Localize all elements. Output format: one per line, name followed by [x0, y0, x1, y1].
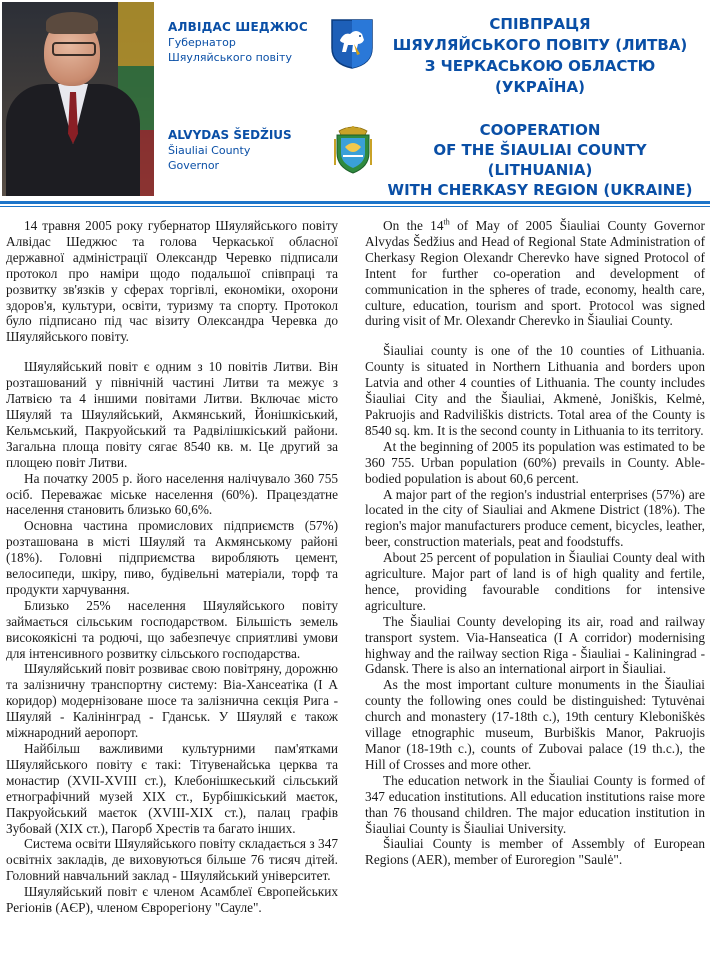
- title-en-line3: WITH CHERKASY REGION (UKRAINE): [387, 181, 693, 199]
- governor-caption-ua: [168, 20, 308, 66]
- intro-text-start: On the 14: [383, 218, 444, 233]
- governor-county-ua: Шяуляйського повіту: [168, 51, 292, 64]
- paragraph-ua: 14 травня 2005 року губернатор Шяуляйського повіту Алвідас Шеджюс та голова Черкаської обласної державної адміністрації Олександр Черевко підписали протокол про наміри щодо подальшої співпраці та розвитку зв'язків у сферах торгівлі, економіки, охорони здоров'я, культури, освіти, туризму та спорту. Протокол було підписано під час візиту Олександра Черевка до Шяуляйського повіту.: [6, 218, 338, 345]
- title-ua-line2: ШЯУЛЯЙСЬКОГО ПОВІТУ (ЛИТВА): [392, 36, 688, 54]
- governor-name-en: ALVYDAS ŠEDŽIUS: [168, 128, 292, 142]
- article-header: [0, 0, 710, 210]
- header-divider-thick: [0, 201, 710, 204]
- paragraph-en: As the most important culture monuments in the Šiauliai county the following ones could be distinguished: Tytuvėnai church and monastery (17-18th c.), 19th century Kleboniškės village etnographic museum, Burbiškis Manor, Pakruojis Manor (18-19th c.), counts of Zubovai palace (19 th.c.), the Hill of Crosses and more other.: [365, 677, 705, 772]
- paragraph-en-intro: [365, 218, 705, 329]
- paragraph-en: At the beginning of 2005 its population was estimated to be 360 755. Urban population (60%) prevails in County. Able-bodied population is about 60,6 percent.: [365, 438, 705, 486]
- paragraph-ua: Шяуляйський повіт розвиває свою повітряну, дорожню та залізничну транспортну систему: Віа-Хансеатіка (І А коридор) модернізоване шосе та залізнична секція Рига - Шяуляй - Калінінград - Гданськ. У Шяуляй є також міжнародний аеропорт.: [6, 661, 338, 741]
- siauliai-bear-crest-icon: [330, 18, 374, 70]
- paragraph-ua: Основна частина промислових підприємств (57%) розташована в місті Шяуляй та Акмянському районі (18%). Головні підприємства виробляють цемент, велосипеди, шкіру, пиво, будівельні матеріали, торф та продукти харчування.: [6, 518, 338, 597]
- body-column-ua: [6, 218, 338, 916]
- photo-hair: [46, 12, 98, 34]
- ordinal-suffix: th: [443, 217, 450, 227]
- governor-role-ua: Губернатор: [168, 36, 236, 49]
- cherkasy-coat-of-arms-icon: [333, 125, 373, 175]
- paragraph-en: About 25 percent of population in Šiauliai County deal with agriculture. Major part of land is of high quality and fertile, hence, providing favourable conditions for intensive agriculture.: [365, 550, 705, 613]
- paragraph-ua: На початку 2005 р. його населення налічувало 360 755 осіб. Переважає міське населення (60%). Працездатне населення становить близько 60,6%.: [6, 470, 338, 518]
- header-divider-thin: [0, 206, 710, 207]
- paragraph-ua: Близько 25% населення Шяуляйського повіту займається сільським господарством. Більшість земель високоякісні та родючі, що забезпечує сприятливі умови для інтенсивного розвитку сільського господарства.: [6, 597, 338, 661]
- photo-glasses: [52, 42, 96, 56]
- governor-photo: [2, 2, 154, 196]
- intro-text-rest: of May of 2005 Šiauliai County Governor Alvydas Šedžius and Head of Regional State Administration of Cherkasy Region Olexandr Cherevko have signed Protocol of Intent for further co-operation and development of communication in the spheres of trade, economy, health care, culture, education, tourism and sport. Protocol was signed during visit of Mr. Olexandr Cherevko in Šiauliai County.: [365, 218, 705, 329]
- title-ua-line3: З ЧЕРКАСЬКОЮ ОБЛАСТЮ (УКРАЇНА): [424, 57, 656, 96]
- title-ua-line1: СПІВПРАЦЯ: [489, 15, 591, 33]
- paragraph-en: The Šiauliai County developing its air, road and railway transport system. Via-Hanseatica (I A corridor) modernising highway and the railway section Riga - Šiauliai - Kaliningrad - Gdansk. There is also an international airport in Šiauliai.: [365, 613, 705, 677]
- paragraph-ua: Система освіти Шяуляйського повіту складається з 347 освітніх закладів, де виховуються більше 76 тисяч дітей. Головний навчальний заклад - Шяуляйський університет.: [6, 836, 338, 884]
- article-title-ua: [385, 14, 695, 98]
- title-en-line1: COOPERATION: [479, 121, 601, 139]
- article-title-en: [385, 120, 695, 200]
- paragraph-en: Šiauliai county is one of the 10 counties of Lithuania. County is situated in Northern Lithuania and borders upon Latvia and other 4 counties of Lithuania. The county includes Šiauliai City and the Šiauliai, Akmenė, Joniškis, Kelmė, Pakruojis and Radviliškis districts. Total area of the County is 8540 sq. km. It is the second county in Lithuania to its territory.: [365, 343, 705, 438]
- paragraph-en: The education network in the Šiauliai County is formed of 347 education institutions. All education institutions raise more than 76 thousand children. The major education institution in Šiauliai County is Šiauliai University.: [365, 772, 705, 836]
- governor-role-en: Šiauliai County: [168, 144, 251, 157]
- paragraph-ua: Шяуляйський повіт є одним з 10 повітів Литви. Він розташований у північній частині Литви та межує з Латвією та 4 іншими повітами Литви. Включає місто Шяуляй та Шяуляйський, Акмянський, Йонішкіський, Кельмський, Пакруойський та Радвілішкіський райони. Загальна площа повіту сягає 8540 кв. м. Це другий за площею повіт Литви.: [6, 359, 338, 470]
- paragraph-en: A major part of the region's industrial enterprises (57%) are located in the city of Siauliai and Akmene District (18%). The region's major manufacturers produce cement, bicycles, leather, beer, construction materials, peat and foodstuffs.: [365, 486, 705, 550]
- body-column-en: [365, 218, 705, 868]
- paragraph-ua: Шяуляйський повіт є членом Асамблеї Європейських Регіонів (АЄР), членом Єврорегіону "Сауле".: [6, 884, 338, 916]
- governor-name-ua: АЛВІДАС ШЕДЖЮС: [168, 20, 308, 34]
- paragraph-ua: Найбільш важливими культурними пам'ятками Шяуляйського повіту є такі: Тітувенайська церква та монастир (XVII-XVIII ст.), Клебонішкеський сільський етнографічний музей XIX ст., Бурбішкіський маєток, Пакруойський маєток (XVIII-XIX ст.), палац графів Зубовай (XIX ст.), Пагорб Хрестів та багато інших.: [6, 741, 338, 836]
- governor-county-en: Governor: [168, 159, 220, 172]
- paragraph-en: Šiauliai County is member of Assembly of European Regions (AER), member of Euroregion "Saulė".: [365, 836, 705, 868]
- title-en-line2: OF THE ŠIAULIAI COUNTY (LITHUANIA): [433, 141, 647, 179]
- governor-caption-en: [168, 128, 292, 174]
